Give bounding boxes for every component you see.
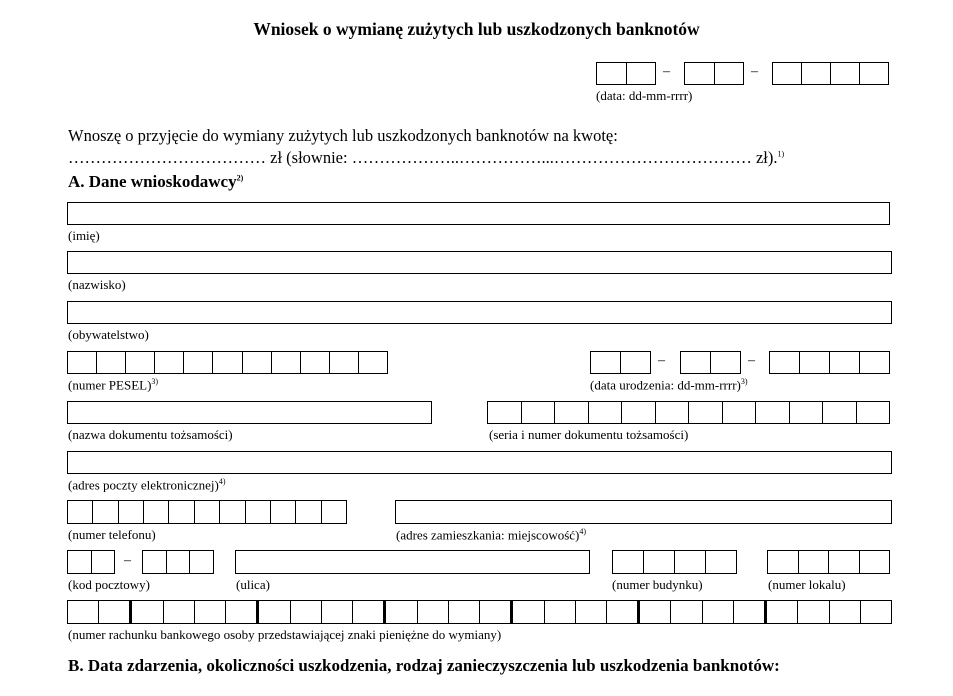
date-year-input[interactable] [772,62,889,85]
section-b-heading: B. Data zdarzenia, okoliczności uszkodzenia, rodzaj zanieczyszczenia lub uszkodzenia banknotów: [68,656,780,675]
citizenship-input[interactable] [67,301,892,324]
section-a-heading: A. Dane wnioskodawcy$^{2)}$ [68,172,244,191]
first-name-input[interactable] [67,202,890,225]
email-label: (adres poczty elektronicznej)$^{4)}$ [68,477,226,493]
last-name-label: (nazwisko) [68,277,126,292]
pesel-input[interactable] [67,351,388,374]
footnote-2: 2) [236,173,244,183]
id-document-name-label: (nazwa dokumentu tożsamości) [68,427,233,442]
amount-line[interactable] [68,148,784,168]
apartment-number-input[interactable] [767,550,890,574]
postal-code-suffix-input[interactable] [142,550,214,574]
footnote-4: 4) [579,527,587,536]
street-input[interactable] [235,550,590,574]
date-separator: – [663,64,670,79]
building-number-label: (numer budynku) [612,577,703,592]
birth-date-separator: – [658,353,665,368]
date-month-input[interactable] [684,62,744,85]
id-document-number-label: (seria i numer dokumentu tożsamości) [489,427,689,442]
postal-code-label: (kod pocztowy) [68,577,150,592]
city-label: (adres zamieszkania: miejscowość)$^{4)}$ [396,527,587,543]
first-name-label: (imię) [68,228,100,243]
footnote-4: 4) [218,477,226,486]
date-hint: (data: dd-mm-rrrr) [596,88,693,103]
id-document-name-input[interactable] [67,401,432,424]
phone-input[interactable] [67,500,347,524]
birth-date-separator: – [748,353,755,368]
date-separator: – [751,64,758,79]
date-day-input[interactable] [596,62,656,85]
bank-account-label: (numer rachunku bankowego osoby przedstawiającej znaki pieniężne do wymiany) [68,627,502,642]
email-input[interactable] [67,451,892,474]
birth-year-input[interactable] [769,351,890,374]
birth-date-label: (data urodzenia: dd-mm-rrrr)$^{3)}$ [590,377,748,393]
form-title: Wniosek o wymianę zużytych lub uszkodzonych banknotów [253,19,700,39]
birth-day-input[interactable] [590,351,651,374]
bank-account-input[interactable] [67,600,892,624]
city-input[interactable] [395,500,892,524]
street-label: (ulica) [236,577,270,592]
phone-label: (numer telefonu) [68,527,156,542]
pesel-label: (numer PESEL)$^{3)}$ [68,377,159,393]
footnote-3: 3) [740,377,748,386]
id-document-number-input[interactable] [487,401,890,424]
postal-code-prefix-input[interactable] [67,550,115,574]
postal-code-separator: – [124,553,131,568]
apartment-number-label: (numer lokalu) [768,577,846,592]
amount-dots: ……………………………… zł (słownie: ………………..……………...……………………………… zł). [68,148,778,167]
citizenship-label: (obywatelstwo) [68,327,149,342]
footnote-1: 1) [777,149,785,159]
request-text: Wnoszę o przyjęcie do wymiany zużytych lub uszkodzonych banknotów na kwotę: [68,126,618,145]
last-name-input[interactable] [67,251,892,274]
footnote-3: 3) [151,377,159,386]
building-number-input[interactable] [612,550,737,574]
birth-month-input[interactable] [680,351,741,374]
